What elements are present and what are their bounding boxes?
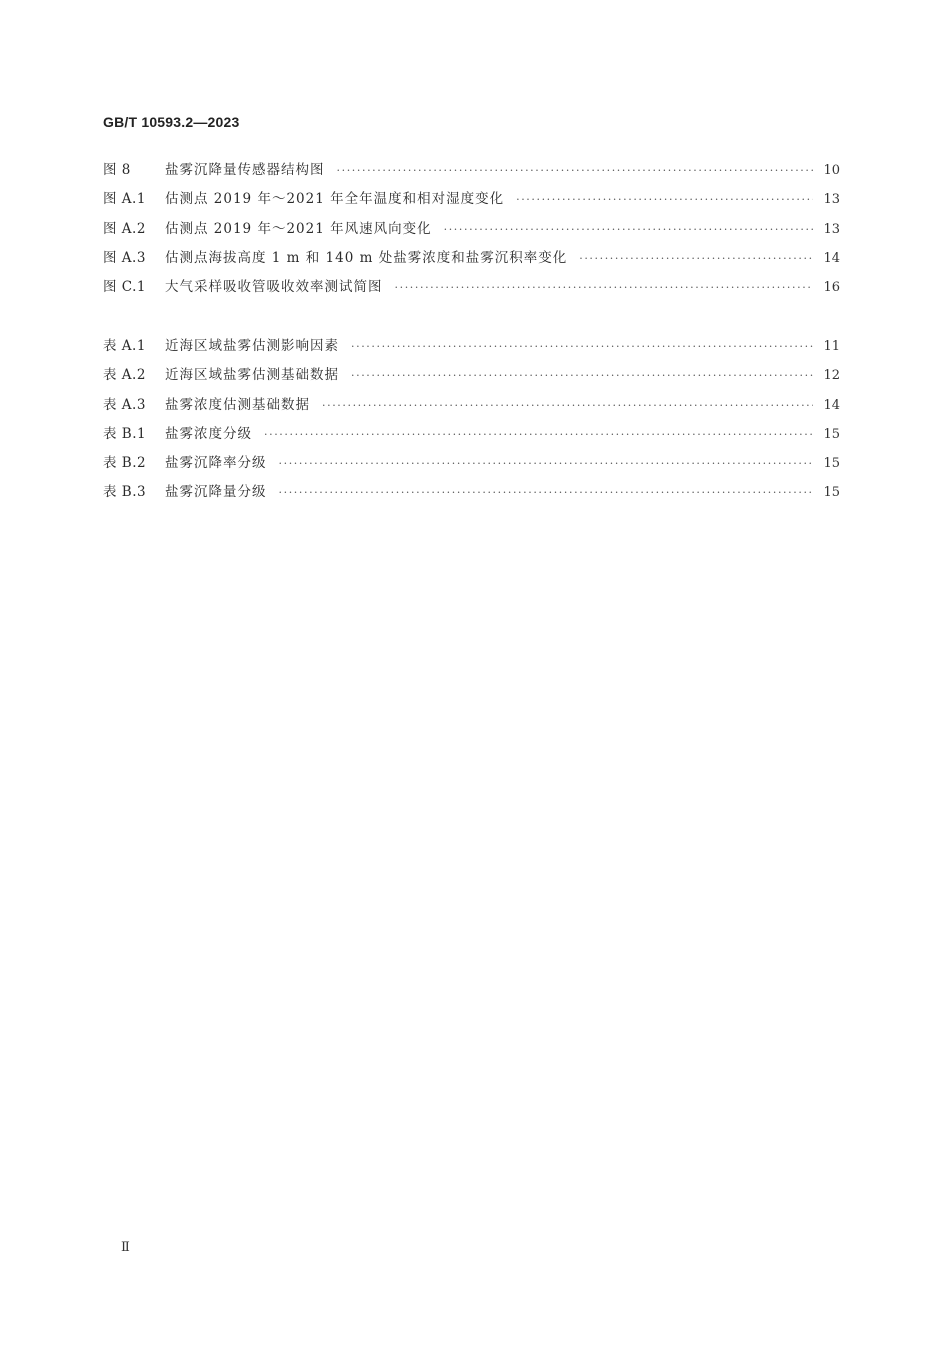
toc-entry[interactable] [103, 363, 840, 392]
toc-entry-number: 图 8 [103, 162, 131, 178]
toc-entry[interactable] [103, 158, 840, 187]
toc-entry-title: 盐雾沉降率分级 [165, 455, 267, 472]
toc-entry[interactable] [103, 393, 840, 422]
toc-entry-title: 近海区域盐雾估测影响因素 [165, 338, 339, 354]
toc-entry[interactable] [103, 187, 840, 216]
toc-leader-dots [444, 223, 814, 236]
toc-entry-title: 估测点 2019 年～2021 年全年温度和相对湿度变化 [165, 191, 505, 208]
toc-entry-title: 盐雾沉降量分级 [165, 484, 267, 501]
toc-entry-page: 13 [823, 192, 840, 208]
toc-leader-dots [351, 340, 813, 353]
toc-entry-page: 12 [823, 368, 840, 384]
toc-leader-dots [279, 486, 814, 499]
toc-entry[interactable] [103, 451, 840, 480]
toc-entry-title: 近海区域盐雾估测基础数据 [165, 367, 339, 384]
toc-entry[interactable] [103, 217, 840, 246]
toc-entry-number: 图 A.2 [103, 220, 146, 237]
toc-entry-number: 表 B.3 [103, 484, 147, 501]
toc-entry-page: 15 [823, 456, 840, 472]
toc-entry-page: 10 [823, 163, 840, 178]
toc-entry-title: 估测点海拔高度 1 m 和 140 m 处盐雾浓度和盐雾沉积率变化 [165, 249, 568, 266]
toc-leader-dots [351, 369, 813, 382]
toc-entry-page: 11 [823, 339, 840, 354]
toc-entry[interactable] [103, 480, 840, 509]
toc-entry-title: 大气采样吸收管吸收效率测试简图 [165, 279, 383, 296]
toc-entry-title: 盐雾浓度分级 [165, 425, 252, 442]
toc-entry-number: 表 B.2 [103, 455, 147, 472]
toc-entry-title: 估测点 2019 年～2021 年风速风向变化 [165, 220, 432, 237]
toc-leader-dots [279, 457, 814, 470]
toc-leader-dots [579, 252, 813, 265]
toc-entry-number: 图 A.3 [103, 249, 146, 266]
toc-entry-number: 表 A.3 [103, 396, 146, 413]
toc-entry-page: 15 [823, 485, 840, 501]
toc-leader-dots [516, 193, 813, 206]
page-number: Ⅱ [121, 1240, 130, 1255]
toc-entry-number: 表 A.1 [103, 338, 146, 354]
toc-entry-title: 盐雾沉降量传感器结构图 [165, 162, 325, 178]
toc-entry[interactable] [103, 334, 840, 363]
toc-entry-number: 图 A.1 [103, 191, 146, 208]
toc-entry[interactable] [103, 422, 840, 451]
toc-entry[interactable] [103, 246, 840, 275]
toc-entry-number: 图 C.1 [103, 279, 147, 296]
table-list [103, 334, 840, 510]
toc-leader-dots [264, 428, 813, 441]
toc-entry-page: 14 [823, 250, 840, 266]
toc-leader-dots [395, 281, 814, 294]
toc-entry-page: 16 [823, 280, 840, 296]
toc-entry-number: 表 B.1 [103, 425, 147, 442]
toc-entry-title: 盐雾浓度估测基础数据 [165, 396, 310, 413]
toc-entry-number: 表 A.2 [103, 367, 146, 384]
figure-list [103, 158, 840, 304]
toc-leader-dots [322, 399, 813, 412]
toc-entry[interactable] [103, 275, 840, 304]
document-code: GB/T 10593.2—2023 [103, 114, 240, 130]
toc-entry-page: 13 [823, 221, 840, 237]
toc-entry-page: 14 [823, 397, 840, 413]
toc-leader-dots [337, 164, 814, 177]
toc-entry-page: 15 [823, 426, 840, 442]
